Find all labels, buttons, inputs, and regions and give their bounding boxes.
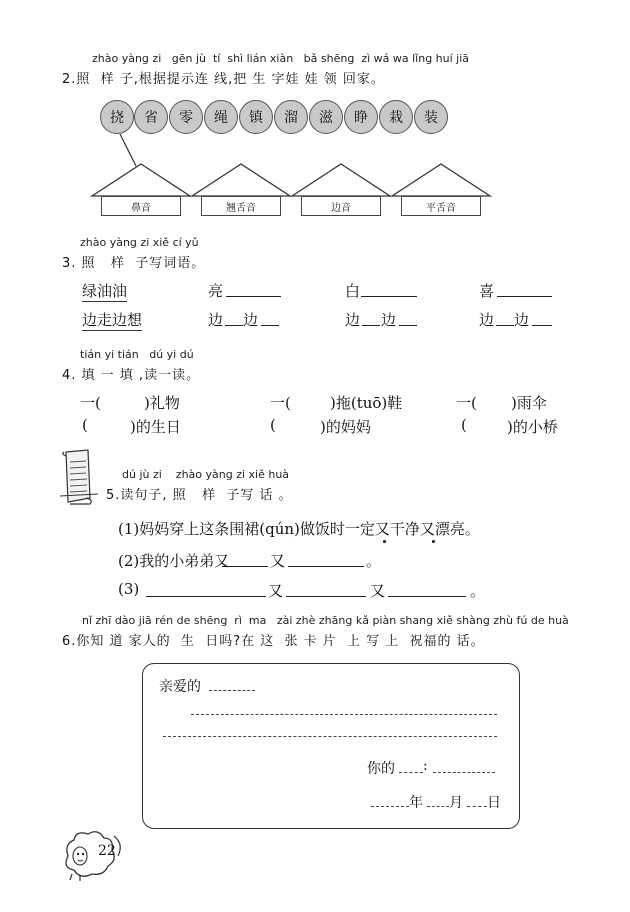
house-roof-2 bbox=[192, 164, 290, 196]
card-day: 日 bbox=[487, 795, 501, 811]
example-word-lvyouyou: 绿油油 bbox=[82, 282, 128, 300]
card-line-day[interactable] bbox=[467, 806, 487, 807]
blank-bian-3a[interactable] bbox=[496, 325, 514, 326]
scroll-notebook-icon bbox=[58, 448, 100, 506]
card-line-signature[interactable] bbox=[433, 772, 495, 773]
q2-pinyin: zhào yàng zi gēn jù tí shì lián xiàn bǎ shēng zì wá wa lǐng huí jiā bbox=[92, 52, 470, 65]
emphasis-dot bbox=[383, 540, 386, 543]
word-bian: 边 bbox=[514, 311, 530, 329]
blank-s2-b[interactable] bbox=[288, 566, 364, 567]
blank-bai[interactable] bbox=[361, 296, 417, 297]
q3-pinyin: zhào yàng zi xiě cí yǔ bbox=[80, 236, 199, 249]
card-line-name[interactable] bbox=[209, 690, 255, 691]
house-label-lateral: 边音 bbox=[301, 196, 381, 216]
fill-shengri[interactable]: )的生日 bbox=[130, 418, 181, 436]
period: 。 bbox=[366, 552, 382, 570]
blank-s3-a[interactable] bbox=[146, 596, 266, 597]
q3-title: 3. 照 样 子写词语。 bbox=[62, 256, 206, 271]
card-line-year[interactable] bbox=[371, 806, 409, 807]
sheep-mascot-icon bbox=[58, 826, 128, 882]
blank-xi[interactable] bbox=[497, 296, 552, 297]
q4-pinyin: tián yi tián dú yi dú bbox=[80, 348, 194, 361]
card-greeting: 亲爱的 bbox=[159, 679, 201, 695]
word-bai: 白 bbox=[345, 282, 361, 300]
fill-yusan[interactable]: )雨伞 bbox=[511, 394, 547, 412]
card-line-2[interactable] bbox=[163, 736, 497, 737]
bead-char[interactable]: 省 bbox=[134, 100, 168, 134]
q6-pinyin: nǐ zhī dào jiā rén de shēng rì ma zài zhè zhāng kǎ piàn shang xiě shàng zhù fú de huà bbox=[82, 614, 569, 627]
word-bian: 边 bbox=[345, 311, 361, 329]
bead-char[interactable]: 挠 bbox=[100, 100, 134, 134]
q5-title: 5.读句子, 照 样 子写 话 。 bbox=[106, 488, 293, 503]
house-roof-4 bbox=[392, 164, 490, 196]
period: 。 bbox=[470, 582, 486, 600]
q6-title: 6.你知 道 家人的 生 日吗?在 这 张 卡 片 上 写 上 祝福的 话。 bbox=[62, 634, 485, 649]
blank-s2-a[interactable] bbox=[222, 566, 268, 567]
page-number: 22 bbox=[98, 843, 116, 859]
birthday-card bbox=[142, 663, 520, 829]
fill-mama[interactable]: )的妈妈 bbox=[320, 418, 371, 436]
bead-char[interactable]: 滋 bbox=[309, 100, 343, 134]
word-you: 又 bbox=[270, 552, 286, 570]
card-sign-label: 你的 bbox=[367, 761, 395, 777]
q2-title: 2.照 样 子,根据提示连 线,把 生 字娃 娃 领 回家。 bbox=[62, 72, 385, 87]
q4-title: 4. 填 一 填 ,读一读。 bbox=[62, 368, 201, 383]
house-label-flat: 平舌音 bbox=[401, 196, 481, 216]
q5-sentence-2-prefix: (2)我的小弟弟又 bbox=[118, 552, 230, 570]
blank-bian-1a[interactable] bbox=[225, 325, 243, 326]
card-line-month[interactable] bbox=[427, 806, 449, 807]
bead-char[interactable]: 镇 bbox=[239, 100, 273, 134]
blank-s3-b[interactable] bbox=[286, 596, 366, 597]
word-you: 又 bbox=[370, 582, 386, 600]
house-roof-1 bbox=[92, 164, 190, 196]
yi-prefix: 一( bbox=[270, 394, 291, 412]
fill-liwu[interactable]: )礼物 bbox=[144, 394, 180, 412]
card-year: 年 bbox=[409, 795, 423, 811]
bead-char[interactable]: 装 bbox=[414, 100, 448, 134]
blank-s3-c[interactable] bbox=[388, 596, 466, 597]
blank-bian-3b[interactable] bbox=[532, 325, 552, 326]
bead-char[interactable]: 绳 bbox=[204, 100, 238, 134]
word-bian: 边 bbox=[208, 311, 224, 329]
house-label-nasal: 鼻音 bbox=[101, 196, 181, 216]
bead-char[interactable]: 睁 bbox=[344, 100, 378, 134]
emphasis-dot bbox=[432, 540, 435, 543]
q5-pinyin: dú jù zi zhào yàng zi xiě huà bbox=[122, 468, 290, 481]
blank-bian-2a[interactable] bbox=[362, 325, 380, 326]
blank-liang[interactable] bbox=[226, 296, 281, 297]
word-xi: 喜 bbox=[479, 282, 495, 300]
fill-tuoxie[interactable]: )拖(tuō)鞋 bbox=[330, 394, 403, 412]
yi-prefix: 一( bbox=[80, 394, 101, 412]
bead-char[interactable]: 溜 bbox=[274, 100, 308, 134]
open-paren: ( bbox=[82, 416, 88, 434]
card-month: 月 bbox=[449, 795, 463, 811]
open-paren: ( bbox=[270, 416, 276, 434]
blank-bian-1b[interactable] bbox=[261, 325, 279, 326]
q5-example-sentence: (1)妈妈穿上这条围裙(qún)做饭时一定又干净又漂亮。 bbox=[118, 520, 480, 538]
house-label-retroflex: 翘舌音 bbox=[201, 196, 281, 216]
q5-sentence-3-prefix: (3) bbox=[118, 580, 140, 598]
example-word-bianzoubianxiang: 边走边想 bbox=[82, 311, 143, 329]
word-liang: 亮 bbox=[208, 282, 224, 300]
house-roof-3 bbox=[292, 164, 390, 196]
word-bian: 边 bbox=[479, 311, 495, 329]
card-line-1[interactable] bbox=[191, 714, 497, 715]
connect-line-example bbox=[120, 134, 136, 166]
fill-xiaoqiao[interactable]: )的小桥 bbox=[507, 418, 558, 436]
word-bian: 边 bbox=[243, 311, 259, 329]
bead-char[interactable]: 零 bbox=[169, 100, 203, 134]
word-bian: 边 bbox=[381, 311, 397, 329]
yi-prefix: 一( bbox=[456, 394, 477, 412]
word-you: 又 bbox=[268, 582, 284, 600]
open-paren: ( bbox=[461, 416, 467, 434]
card-line-relation[interactable] bbox=[399, 772, 423, 773]
blank-bian-2b[interactable] bbox=[399, 325, 417, 326]
card-colon: : bbox=[423, 758, 428, 774]
bead-char[interactable]: 栽 bbox=[379, 100, 413, 134]
